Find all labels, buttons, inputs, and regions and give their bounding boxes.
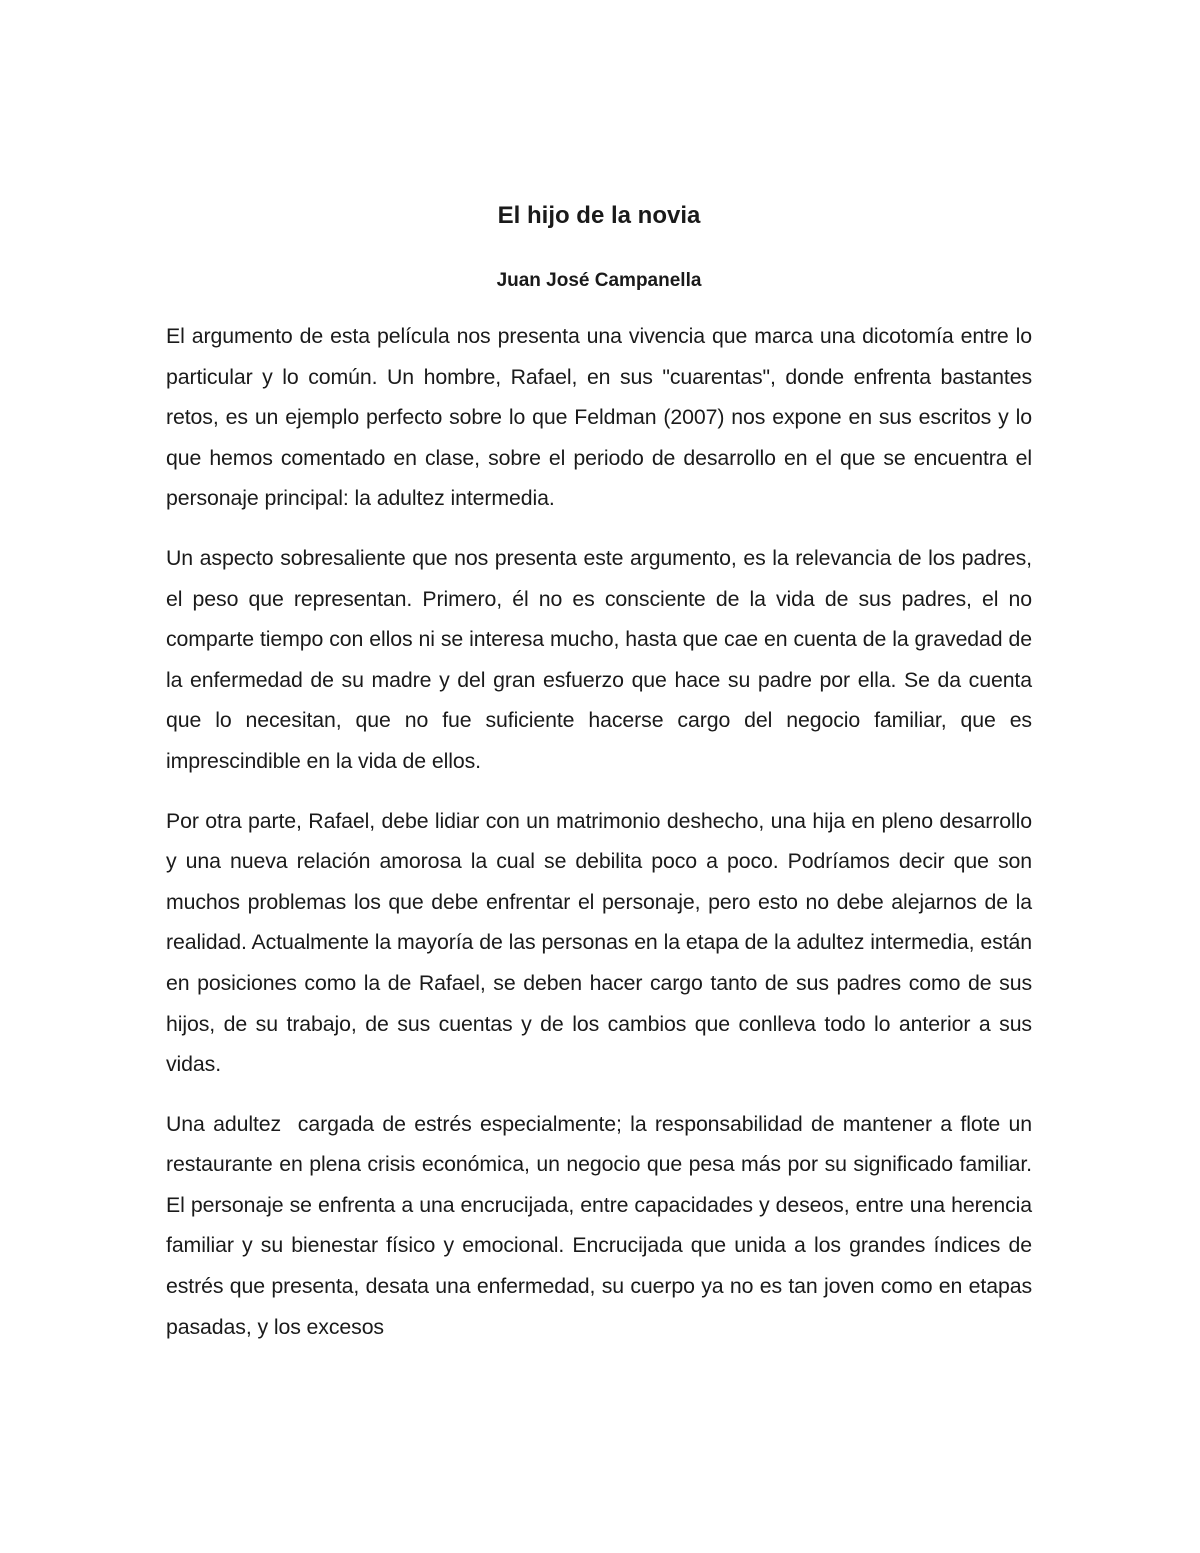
paragraph-2: Un aspecto sobresaliente que nos presenta este argumento, es la relevancia de los padres, el peso que representan. Primero, él no es consciente de la vida de sus padres, el no comparte tiempo con ellos ni se interesa mucho, hasta que cae en cuenta de la gravedad de la enfermedad de su madre y del gran esfuerzo que hace su padre por ella. Se da cuenta que lo necesitan, que no fue suficiente hacerse cargo del negocio familiar, que es imprescindible en la vida de ellos. xyxy=(166,545,1032,773)
document-page xyxy=(166,196,1038,1366)
document-author: Juan José Campanella xyxy=(496,270,702,291)
paragraph-1: El argumento de esta película nos presenta una vivencia que marca una dicotomía entre lo particular y lo común. Un hombre, Rafael, en sus "cuarentas", donde enfrenta bastantes retos, es un ejemplo perfecto sobre lo que Feldman (2007) nos expone en sus escritos y lo que hemos comentado en clase, sobre el periodo de desarrollo en el que se encuentra el personaje principal: la adultez intermedia. xyxy=(166,324,1032,511)
paragraph-3: Por otra parte, Rafael, debe lidiar con un matrimonio deshecho, una hija en pleno desarrollo y una nueva relación amorosa la cual se debilita poco a poco. Podríamos decir que son muchos problemas los que debe enfrentar el personaje, pero esto no debe alejarnos de la realidad. Actualmente la mayoría de las personas en la etapa de la adultez intermedia, están en posiciones como la de Rafael, se deben hacer cargo tanto de sus padres como de sus hijos, de su trabajo, de sus cuentas y de los cambios que conlleva todo lo anterior a sus vidas. xyxy=(166,808,1032,1077)
document-title: El hijo de la novia xyxy=(497,202,701,229)
paragraph-4: Una adultez cargada de estrés especialmente; la responsabilidad de mantener a flote un restaurante en plena crisis económica, un negocio que pesa más por su significado familiar. El personaje se enfrenta a una encrucijada, entre capacidades y deseos, entre una herencia familiar y su bienestar físico y emocional. Encrucijada que unida a los grandes índices de estrés que presenta, desata una enfermedad, su cuerpo ya no es tan joven como en etapas pasadas, y los excesos xyxy=(166,1111,1038,1339)
